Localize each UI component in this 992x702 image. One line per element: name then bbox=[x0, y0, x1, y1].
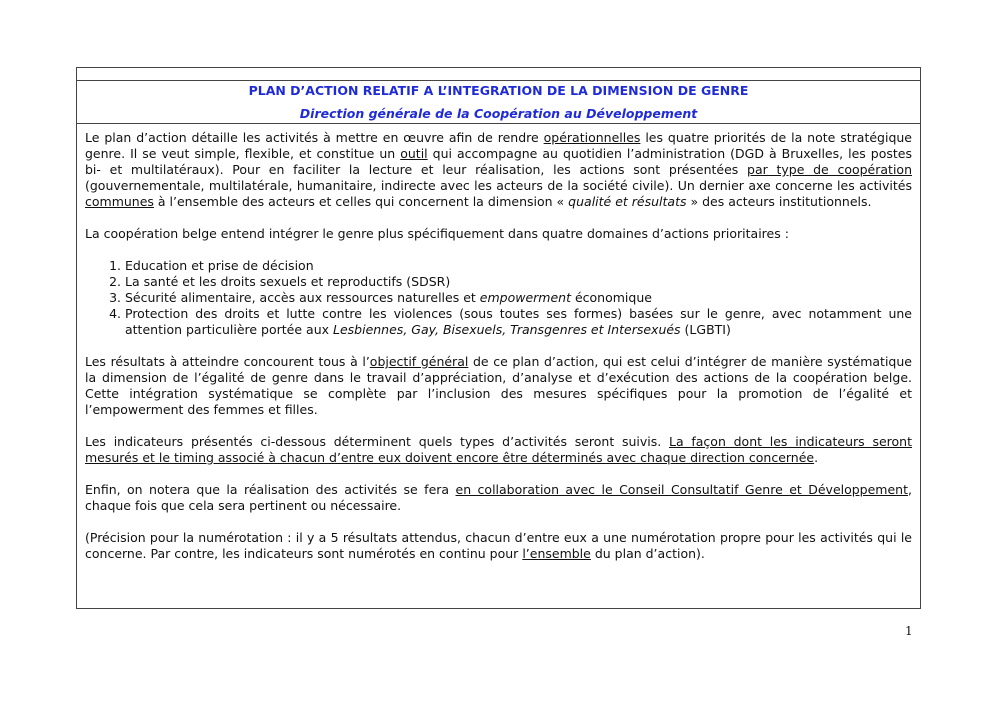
text-run: La santé et les droits sexuels et reproductifs (SDSR) bbox=[125, 274, 451, 289]
list-item bbox=[125, 274, 912, 290]
results-paragraph bbox=[85, 354, 912, 418]
list-item bbox=[125, 290, 912, 306]
text-run: , chaque fois que cela sera pertinent ou nécessaire. bbox=[85, 482, 912, 513]
underlined-text: l’ensemble bbox=[522, 546, 591, 561]
text-run: Les indicateurs présentés ci-dessous déterminent quels types d’activités seront suivis. bbox=[85, 434, 669, 449]
priority-domains-list bbox=[85, 258, 912, 338]
text-run: qui accompagne au quotidien l’administration (DGD à Bruxelles, les postes bi- et multilatéraux). Pour en faciliter la lecture et leur réalisation, les actions sont présentées bbox=[85, 146, 912, 177]
underlined-text: communes bbox=[85, 194, 154, 209]
text-run: du plan d’action). bbox=[590, 546, 705, 561]
text-run: Protection des droits et lutte contre les violences (sous toutes ses formes) basées sur le genre, avec notamment une attention particulière portée aux bbox=[125, 306, 912, 337]
text-run: économique bbox=[570, 290, 652, 305]
text-run: » des acteurs institutionnels. bbox=[686, 194, 872, 209]
text-run: à l’ensemble des acteurs et celles qui concernent la dimension « bbox=[153, 194, 569, 209]
text-run: de ce plan d’action, qui est celui d’intégrer de manière systématique la dimension de l’égalité de genre dans le travail d’appréciation, d’analyse et d’exécution des actions de la coopération belge. Cette intégration systématique se complète par l’inclusion des mesures spécifiques pour la promotion de l’égalité et l’empowerment des femmes et filles. bbox=[85, 354, 912, 417]
empty-table-row bbox=[77, 68, 920, 81]
text-run: Les résultats à atteindre concourent tous à l’ bbox=[85, 354, 370, 369]
text-run: Education et prise de décision bbox=[125, 258, 314, 273]
underlined-text: par type de coopération bbox=[747, 162, 912, 177]
underlined-text: La façon dont les indicateurs seront mesurés et le timing associé à chacun d’entre eux doivent encore être déterminés avec chaque direction concernée bbox=[85, 434, 912, 465]
italic-text: Lesbiennes, Gay, Bisexuels, Transgenres et Intersexués bbox=[333, 322, 681, 337]
table-header-row bbox=[77, 81, 920, 124]
italic-text: qualité et résultats bbox=[568, 194, 687, 209]
text-run: (Précision pour la numérotation : il y a 5 résultats attendus, chacun d’entre eux a une numérotation propre pour les activités qui le concerne. Par contre, les indicateurs sont numérotés en continu pour bbox=[85, 530, 912, 561]
text-run: Enfin, on notera que la réalisation des activités se fera bbox=[85, 482, 456, 497]
text-run: (LGBTI) bbox=[680, 322, 731, 337]
numbering-paragraph bbox=[85, 530, 912, 562]
list-item bbox=[125, 306, 912, 338]
document-subtitle: Direction générale de la Coopération au Développement bbox=[299, 106, 698, 121]
list-item bbox=[125, 258, 912, 274]
document-table bbox=[76, 67, 921, 609]
indicators-paragraph bbox=[85, 434, 912, 466]
text-run: les quatre priorités de la note stratégique genre. Il se veut simple, flexible, et constitue un bbox=[85, 130, 912, 161]
italic-text: empowerment bbox=[479, 290, 571, 305]
domains-intro-paragraph: La coopération belge entend intégrer le genre plus spécifiquement dans quatre domaines d’actions prioritaires : bbox=[85, 226, 789, 241]
text-run: Le plan d’action détaille les activités à mettre en œuvre afin de rendre bbox=[85, 130, 544, 145]
document-body bbox=[77, 124, 920, 562]
text-run: (gouvernementale, multilatérale, humanitaire, indirecte avec les acteurs de la société civile). Un dernier axe concerne les activités bbox=[85, 178, 912, 193]
page-number: 1 bbox=[905, 624, 913, 638]
document-title: PLAN D’ACTION RELATIF A L’INTEGRATION DE LA DIMENSION DE GENRE bbox=[248, 83, 749, 98]
underlined-text: en collaboration avec le Conseil Consultatif Genre et Développement bbox=[455, 482, 909, 497]
underlined-text: outil bbox=[400, 146, 428, 161]
intro-paragraph bbox=[85, 130, 912, 210]
text-run: Sécurité alimentaire, accès aux ressources naturelles et bbox=[125, 290, 480, 305]
collaboration-paragraph bbox=[85, 482, 912, 514]
underlined-text: objectif général bbox=[369, 354, 469, 369]
underlined-text: opérationnelles bbox=[543, 130, 641, 145]
text-run: . bbox=[814, 450, 819, 465]
